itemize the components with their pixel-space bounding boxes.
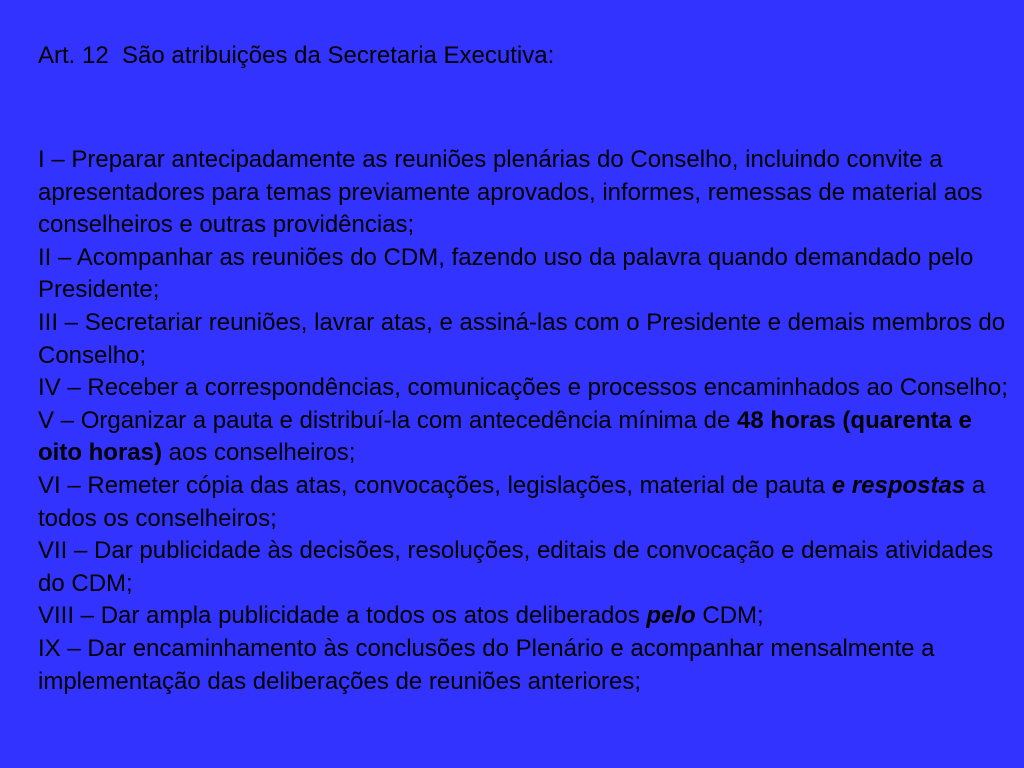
item-text: VII – Dar publicidade às decisões, resoluções, editais de convocação e demais atividades do CDM; xyxy=(38,537,994,597)
list-item xyxy=(38,144,1022,242)
item-text: III – Secretariar reuniões, lavrar atas, e assiná-las com o Presidente e demais membros do Conselho; xyxy=(38,308,1006,369)
item-emphasis-bold-italic: pelo xyxy=(646,602,696,630)
item-emphasis-bold: 48 horas (quarenta e oito horas) xyxy=(38,406,972,467)
item-text: IV – Receber a correspondências, comunicações e processos encaminhados ao Conselho; xyxy=(38,374,1008,402)
item-text-before: VI – Remeter cópia das atas, convocações, legislações, material de pauta xyxy=(38,471,832,499)
item-text-after: CDM; xyxy=(695,602,764,630)
list-item xyxy=(38,307,1022,372)
item-text: IX – Dar encaminhamento às conclusões do Plenário e acompanhar mensalmente a implementação das deliberações de reuniões anteriores; xyxy=(38,634,935,695)
list-item xyxy=(38,633,1022,698)
item-text-before: V – Organizar a pauta e distribuí-la com antecedência mínima de xyxy=(38,406,738,434)
item-text: II – Acompanhar as reuniões do CDM, fazendo uso da palavra quando demandado pelo Presidente; xyxy=(38,243,974,304)
item-text-after: aos conselheiros; xyxy=(162,439,356,467)
item-emphasis-bold-italic: e respostas xyxy=(831,471,966,499)
item-text: I – Preparar antecipadamente as reuniões plenárias do Conselho, incluindo convite a apresentadores para temas previamente aprovados, informes, remessas de material aos conselheiros e outras providências; xyxy=(38,146,983,239)
item-text-before: VIII – Dar ampla publicidade a todos os atos deliberados xyxy=(38,602,647,630)
article-heading: Art. 12 São atribuições da Secretaria Executiva: xyxy=(38,42,555,69)
list-item xyxy=(38,242,1022,307)
list-item xyxy=(38,470,1022,535)
list-item xyxy=(38,405,1022,470)
attributions-list xyxy=(38,144,1022,698)
list-item xyxy=(38,600,1022,633)
list-item xyxy=(38,372,1022,405)
list-item xyxy=(38,535,1022,600)
item-text-after: a todos os conselheiros; xyxy=(38,471,986,532)
